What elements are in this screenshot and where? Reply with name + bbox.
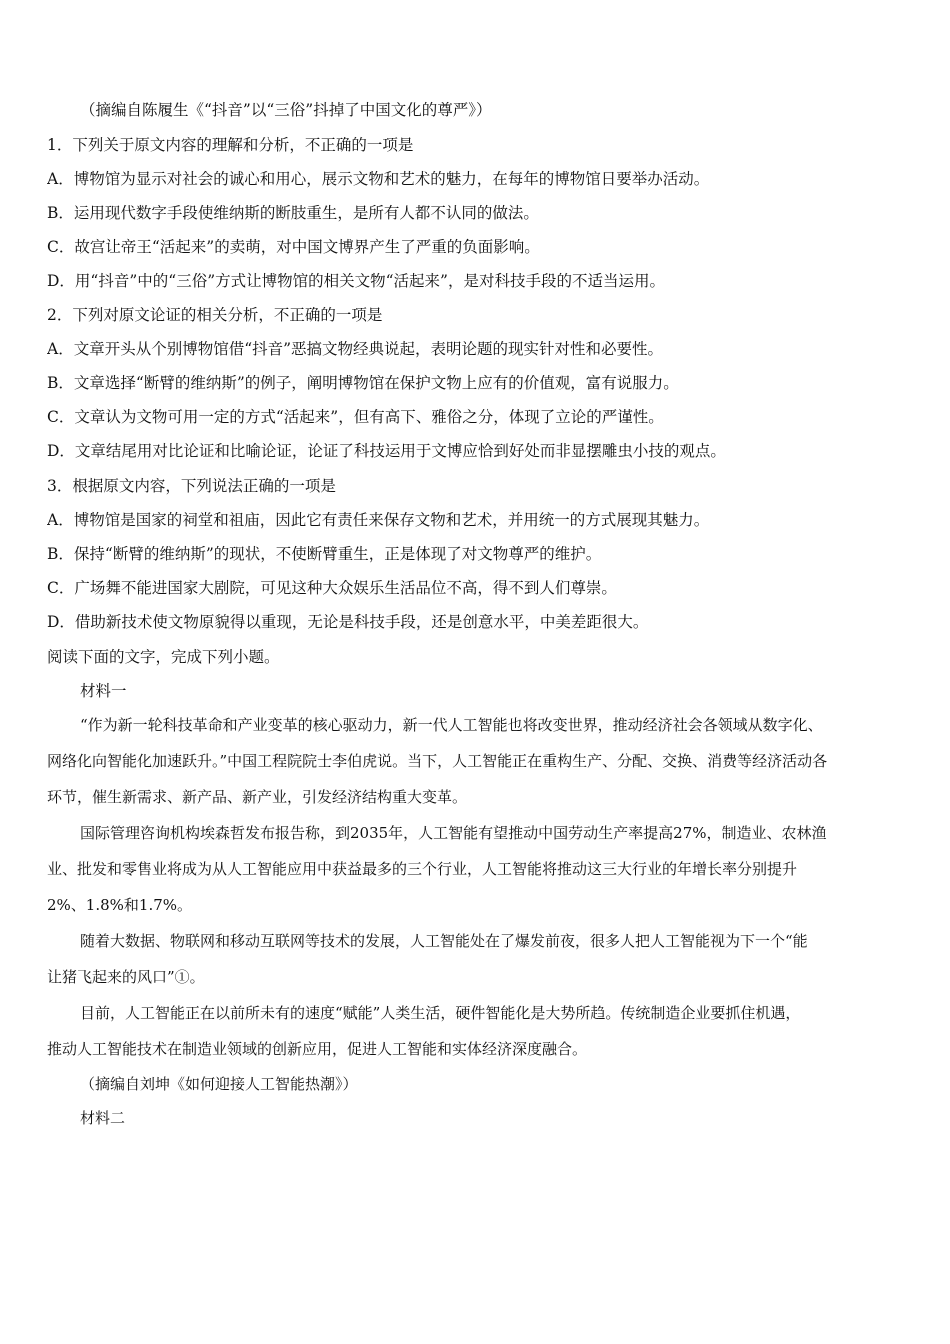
question-3-stem: 3．根据原文内容，下列说法正确的一项是 bbox=[47, 477, 336, 495]
material-1-p4-line1: 目前，人工智能正在以前所未有的速度“赋能”人类生活，硬件智能化是大势所趋。传统制造企业要抓住机遇， bbox=[80, 1004, 801, 1022]
question-1-option-a: A．博物馆为显示对社会的诚心和用心，展示文物和艺术的魅力，在每年的博物馆日要举办活动。 bbox=[47, 170, 710, 188]
question-1-stem: 1．下列关于原文内容的理解和分析，不正确的一项是 bbox=[47, 136, 414, 154]
material-1-title: 材料一 bbox=[80, 682, 127, 700]
material-1-p1-line2: 网络化向智能化加速跃升。”中国工程院院士李伯虎说。当下，人工智能正在重构生产、分配、交换、消费等经济活动各 bbox=[47, 752, 828, 770]
material-1-p4-line2: 推动人工智能技术在制造业领域的创新应用，促进人工智能和实体经济深度融合。 bbox=[47, 1040, 588, 1058]
source-note-1: （摘编自陈履生《“抖音”以“三俗”抖掉了中国文化的尊严》） bbox=[80, 101, 492, 119]
material-2-title: 材料二 bbox=[80, 1109, 126, 1127]
material-1-p1-line1: “作为新一轮科技革命和产业变革的核心驱动力，新一代人工智能也将改变世界，推动经济社会各领域从数字化、 bbox=[80, 716, 823, 734]
question-3-option-a: A．博物馆是国家的祠堂和祖庙，因此它有责任来保存文物和艺术，并用统一的方式展现其魅力。 bbox=[47, 511, 710, 529]
question-2-option-a: A．文章开头从个别博物馆借“抖音”恶搞文物经典说起，表明论题的现实针对性和必要性。 bbox=[47, 340, 664, 358]
question-2-option-b: B．文章选择“断臂的维纳斯”的例子，阐明博物馆在保护文物上应有的价值观，富有说服力。 bbox=[47, 374, 679, 392]
material-1-p1-line3: 环节，催生新需求、新产品、新产业，引发经济结构重大变革。 bbox=[47, 788, 468, 806]
question-2-stem: 2．下列对原文论证的相关分析，不正确的一项是 bbox=[47, 306, 383, 324]
question-1-option-d: D．用“抖音”中的“三俗”方式让博物馆的相关文物“活起来”，是对科技手段的不适当运用。 bbox=[47, 272, 665, 290]
material-1-p3-line1: 随着大数据、物联网和移动互联网等技术的发展，人工智能处在了爆发前夜，很多人把人工智能视为下一个“能 bbox=[80, 932, 808, 950]
material-1-p2-line1: 国际管理咨询机构埃森哲发布报告称，到2035年，人工智能有望推动中国劳动生产率提高27%，制造业、农林渔 bbox=[80, 824, 827, 842]
material-1-p2-line3: 2%、1.8%和1.7%。 bbox=[47, 896, 193, 914]
question-1-option-b: B．运用现代数字手段使维纳斯的断肢重生，是所有人都不认同的做法。 bbox=[47, 204, 539, 222]
question-3-option-c: C．广场舞不能进国家大剧院，可见这种大众娱乐生活品位不高，得不到人们尊崇。 bbox=[47, 579, 617, 597]
reading-instruction: 阅读下面的文字，完成下列小题。 bbox=[47, 648, 280, 666]
question-1-option-c: C．故宫让帝王“活起来”的卖萌，对中国文博界产生了严重的负面影响。 bbox=[47, 238, 540, 256]
question-3-option-d: D．借助新技术使文物原貌得以重现，无论是科技手段，还是创意水平，中美差距很大。 bbox=[47, 613, 649, 631]
question-3-option-b: B．保持“断臂的维纳斯”的现状，不使断臂重生，正是体现了对文物尊严的维护。 bbox=[47, 545, 602, 563]
question-2-option-d: D．文章结尾用对比论证和比喻论证，论证了科技运用于文博应恰到好处而非显摆雕虫小技的观点。 bbox=[47, 442, 726, 460]
material-1-p3-line2: 让猪飞起来的风口”①。 bbox=[47, 968, 205, 986]
question-2-option-c: C．文章认为文物可用一定的方式“活起来”，但有高下、雅俗之分，体现了立论的严谨性。 bbox=[47, 408, 664, 426]
material-1-p2-line2: 业、批发和零售业将成为从人工智能应用中获益最多的三个行业，人工智能将推动这三大行业的年增长率分别提升 bbox=[47, 860, 798, 878]
source-note-2: （摘编自刘坤《如何迎接人工智能热潮》） bbox=[80, 1075, 358, 1093]
